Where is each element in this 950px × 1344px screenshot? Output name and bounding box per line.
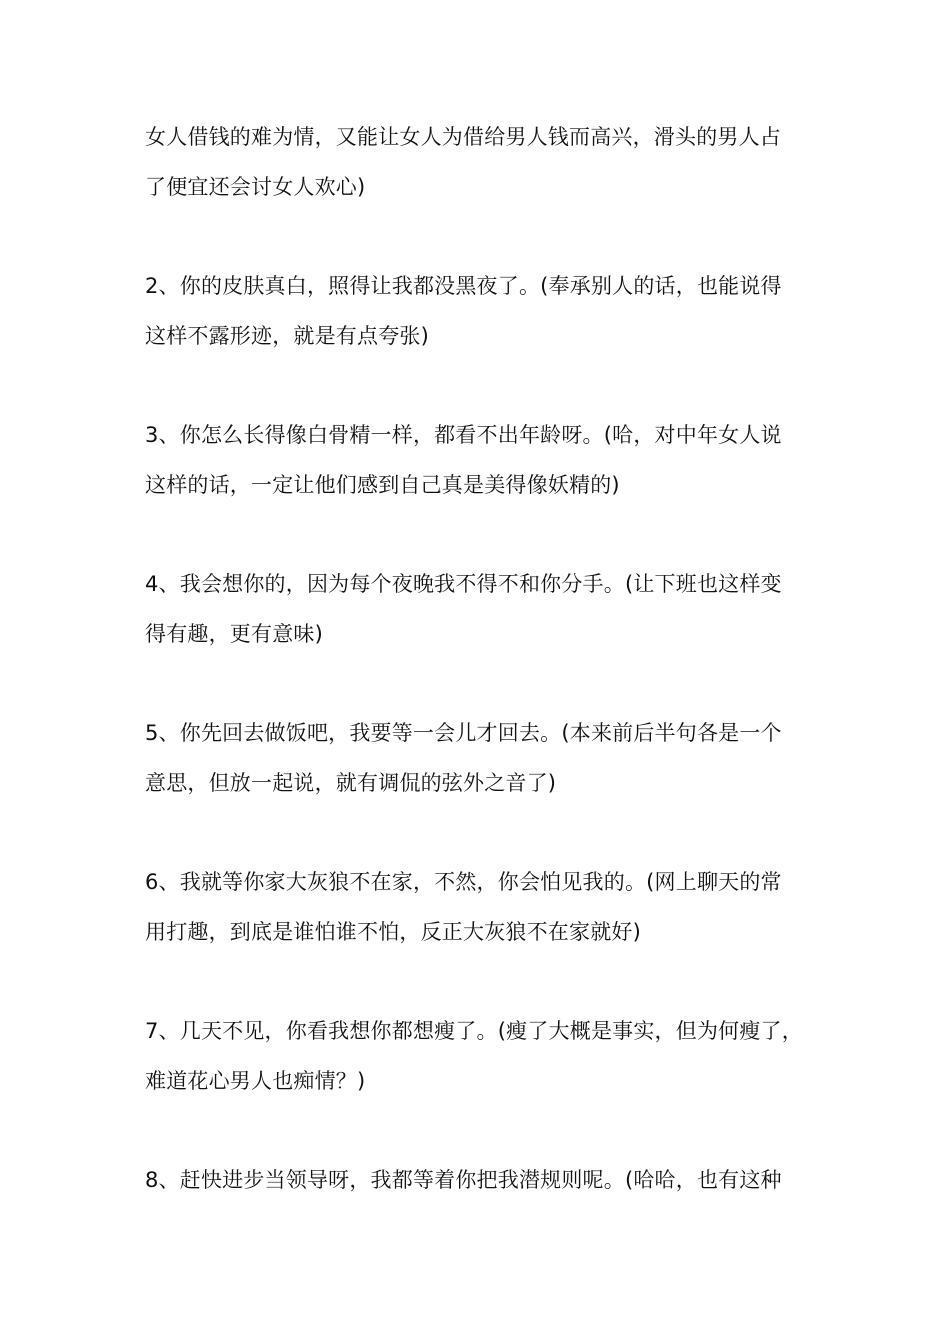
paragraph-continuation: [145, 112, 815, 212]
paragraph-item-5: [145, 708, 815, 808]
text-line: 用打趣，到底是谁怕谁不怕，反正大灰狼不在家就好): [145, 920, 641, 944]
text-line: 4、我会想你的，因为每个夜晚我不得不和你分手。(让下班也这样变: [145, 572, 782, 596]
text-line: 6、我就等你家大灰狼不在家，不然，你会怕见我的。(网上聊天的常: [145, 870, 782, 894]
text-line: 这样不露形迹，就是有点夸张): [145, 324, 429, 348]
paragraph-item-6: [145, 857, 815, 957]
text-line: 7、几天不见，你看我想你都想瘦了。(瘦了大概是事实，但为何瘦了，: [145, 1019, 803, 1043]
paragraph-item-3: [145, 410, 815, 510]
text-line: 8、赶快进步当领导呀，我都等着你把我潜规则呢。(哈哈，也有这种: [145, 1168, 782, 1192]
text-line: 3、你怎么长得像白骨精一样，都看不出年龄呀。(哈，对中年女人说: [145, 423, 782, 447]
text-line: 5、你先回去做饭吧，我要等一会儿才回去。(本来前后半句各是一个: [145, 721, 782, 745]
paragraph-item-4: [145, 559, 815, 659]
paragraph-item-7: [145, 1006, 815, 1106]
text-line: 得有趣，更有意味): [145, 622, 323, 646]
text-line: 难道花心男人也痴情？): [145, 1069, 366, 1093]
paragraph-item-2: [145, 261, 815, 361]
text-line: 这样的话，一定让他们感到自己真是美得像妖精的): [145, 473, 620, 497]
paragraph-item-8: [145, 1155, 815, 1205]
text-line: 2、你的皮肤真白，照得让我都没黑夜了。(奉承别人的话，也能说得: [145, 274, 782, 298]
text-line: 女人借钱的难为情，又能让女人为借给男人钱而高兴，滑头的男人占: [145, 125, 781, 149]
text-line: 了便宜还会讨女人欢心): [145, 175, 366, 199]
text-line: 意思，但放一起说，就有调侃的弦外之音了): [145, 771, 557, 795]
